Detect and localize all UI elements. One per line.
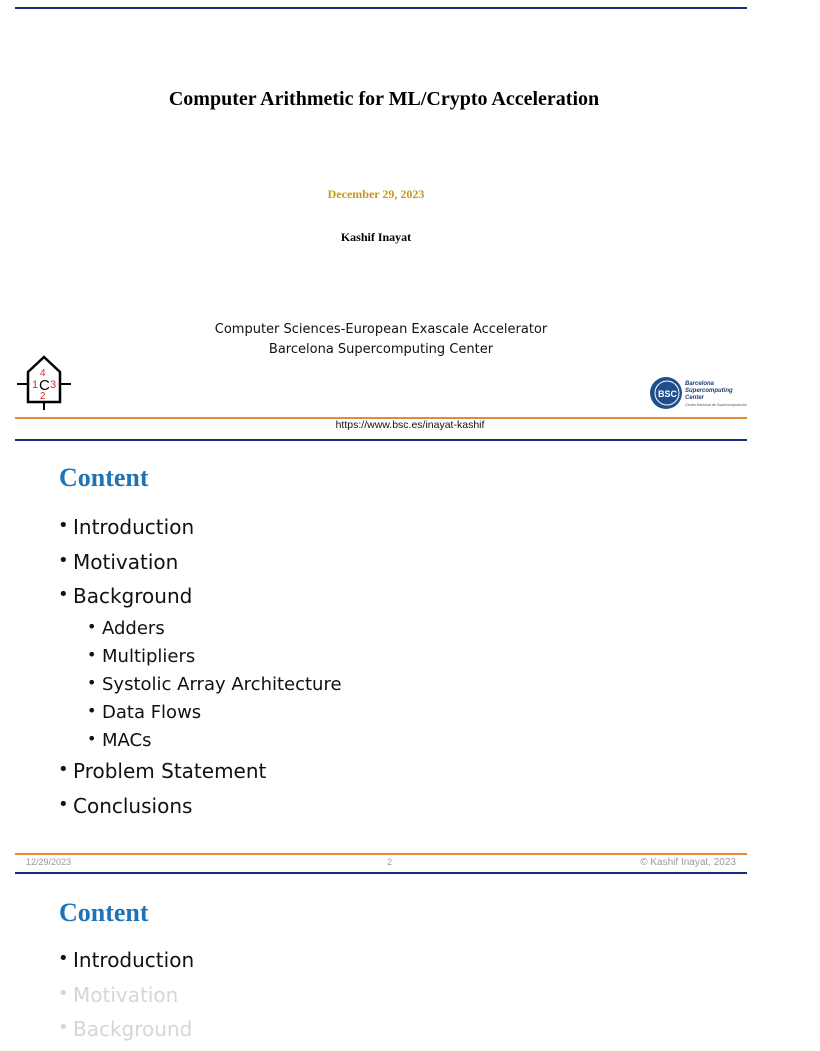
- footer-date: 12/29/2023: [26, 857, 72, 867]
- bsc-line-3: Center: [685, 395, 705, 401]
- ic3-logo: [16, 354, 72, 412]
- list-item-background: • Background: [58, 1016, 194, 1051]
- presentation-date: December 29, 2023: [327, 187, 425, 201]
- list-item-data-flows: • Data Flows: [87, 702, 342, 730]
- content-slide-partial: [0, 873, 768, 1041]
- list-item-systolic-array: • Systolic Array Architecture: [87, 674, 342, 702]
- top-rule: [15, 439, 747, 441]
- list-item-introduction: • Introduction: [58, 947, 194, 982]
- list-item-motivation: • Motivation: [58, 549, 342, 584]
- logo-digit-2: 2: [40, 391, 46, 402]
- logo-digit-3: 3: [50, 379, 57, 391]
- list-item-motivation: • Motivation: [58, 982, 194, 1017]
- slide-heading: Content: [59, 463, 149, 492]
- content-list: [58, 947, 194, 1051]
- content-list: [58, 514, 342, 827]
- author-name: Kashif Inayat: [340, 230, 412, 244]
- title-slide: [0, 0, 768, 438]
- logo-digit-1: 1: [32, 379, 39, 391]
- bsc-badge-text: BSC: [658, 389, 678, 399]
- affiliation-line-1: Computer Sciences-European Exascale Accelerator: [214, 322, 548, 337]
- bsc-line-2: Supercomputing: [685, 388, 733, 394]
- list-item-background: • Background: [58, 583, 342, 618]
- affiliation-line-2: Barcelona Supercomputing Center: [268, 342, 494, 357]
- bsc-logo: [648, 375, 764, 411]
- list-item-multipliers: • Multipliers: [87, 646, 342, 674]
- top-rule: [15, 7, 747, 9]
- footer-page-number: 2: [387, 857, 393, 867]
- presentation-title: Computer Arithmetic for ML/Crypto Acceleration: [168, 88, 600, 110]
- orange-rule: [15, 853, 747, 855]
- logo-digit-4: 4: [40, 368, 46, 379]
- list-item-problem-statement: • Problem Statement: [58, 758, 342, 793]
- top-rule: [15, 872, 747, 874]
- list-item-adders: • Adders: [87, 618, 342, 646]
- content-slide: [0, 438, 768, 873]
- logo-letter-c: C: [39, 377, 50, 394]
- slide-heading: Content: [59, 898, 149, 927]
- list-item-conclusions: • Conclusions: [58, 793, 342, 828]
- bsc-line-1: Barcelona: [685, 381, 715, 387]
- author-url: https://www.bsc.es/inayat-kashif: [335, 419, 485, 431]
- list-item-introduction: • Introduction: [58, 514, 342, 549]
- list-item-macs: • MACs: [87, 730, 342, 758]
- footer-copyright: © Kashif Inayat, 2023: [640, 857, 736, 868]
- bsc-line-4: Centro Nacional de Supercomputación: [685, 403, 747, 407]
